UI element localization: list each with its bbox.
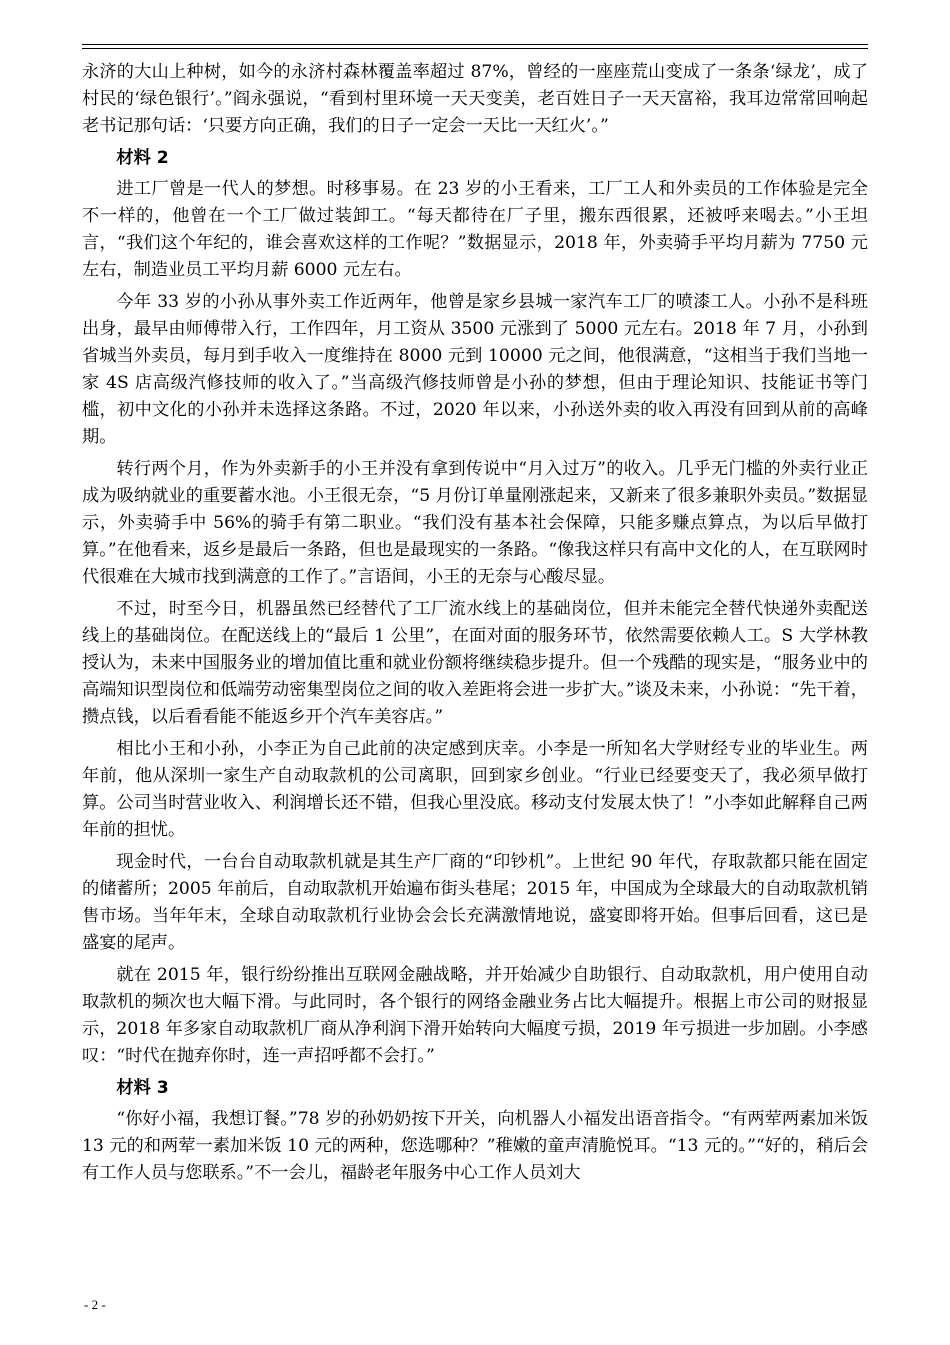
section-heading-material-3: 材料 3 [116,1078,169,1098]
paragraph: 转行两个月，作为外卖新手的小王并没有拿到传说中“月入过万”的收入。几乎无门槛的外卖行业正成为吸纳就业的重要蓄水池。小王很无奈，“5 月份订单量刚涨起来，又新来了很多兼职外卖员。”数据显示，外卖骑手中 56%的骑手有第二职业。“我们没有基本社会保障，只能多赚点算点，为以后早做打算。”在他看来，返乡是最后一条路，但也是最现实的一条路。“像我这样只有高中文化的人，在互联网时代很难在大城市找到满意的工作了。”言语间，小王的无奈与心酸尽显。 [82,459,868,587]
paragraph: “你好小福，我想订餐。”78 岁的孙奶奶按下开关，向机器人小福发出语音指令。“有两荤两素加米饭 13 元的和两荤一素加米饭 10 元的两种，您选哪种？”稚嫩的童声清脆悦耳。“13 元的。”“好的，稍后会有工作人员与您联系。”不一会儿，福龄老年服务中心工作人员刘大 [82,1109,868,1183]
page-number: - 2 - [84,1297,106,1312]
paragraph: 进工厂曾是一代人的梦想。时移事易。在 23 岁的小王看来，工厂工人和外卖员的工作体验是完全不一样的，他曾在一个工厂做过装卸工。“每天都待在厂子里，搬东西很累，还被呼来喝去。”小王坦言，“我们这个年纪的，谁会喜欢这样的工作呢？”数据显示，2018 年，外卖骑手平均月薪为 7750 元左右，制造业员工平均月薪 6000 元左右。 [82,179,868,280]
section-heading-material-2: 材料 2 [116,148,169,168]
paragraph: 不过，时至今日，机器虽然已经替代了工厂流水线上的基础岗位，但并未能完全替代快递外卖配送线上的基础岗位。在配送线上的“最后 1 公里”，在面对面的服务环节，依然需要依赖人工。S 大学林教授认为，未来中国服务业的增加值比重和就业份额将继续稳步提升。但一个残酷的现实是，“服务业中的高端知识型岗位和低端劳动密集型岗位之间的收入差距将会进一步扩大。”谈及未来，小孙说：“先干着，攒点钱，以后看看能不能返乡开个汽车美容店。” [82,599,868,727]
paragraph: 今年 33 岁的小孙从事外卖工作近两年，他曾是家乡县城一家汽车工厂的喷漆工人。小孙不是科班出身，最早由师傅带入行，工作四年，月工资从 3500 元涨到了 5000 元左右。2018 年 7 月，小孙到省城当外卖员，每月到手收入一度维持在 8000 元到 10000 元之间，他很满意，“这相当于我们当地一家 4S 店高级汽修技师的收入了。”当高级汽修技师曾是小孙的梦想，但由于理论知识、技能证书等门槛，初中文化的小孙并未选择这条路。不过，2020 年以来，小孙送外卖的收入再没有回到从前的高峰期。 [82,292,868,447]
header-rule-bottom [82,48,868,49]
paragraph: 相比小王和小孙，小李正为自己此前的决定感到庆幸。小李是一所知名大学财经专业的毕业生。两年前，他从深圳一家生产自动取款机的公司离职，回到家乡创业。“行业已经要变天了，我必须早做打算。公司当时营业收入、利润增长还不错，但我心里没底。移动支付发展太快了！”小李如此解释自己两年前的担忧。 [82,739,868,840]
document-body [82,59,868,1192]
paragraph: 现金时代，一台台自动取款机就是其生产厂商的“印钞机”。上世纪 90 年代，存取款都只能在固定的储蓄所；2005 年前后，自动取款机开始遍布街头巷尾；2015 年，中国成为全球最大的自动取款机销售市场。当年年末，全球自动取款机行业协会会长充满激情地说，盛宴即将开始。但事后回看，这已是盛宴的尾声。 [82,852,868,953]
paragraph: 就在 2015 年，银行纷纷推出互联网金融战略，并开始减少自助银行、自动取款机，用户使用自动取款机的频次也大幅下滑。与此同时，各个银行的网络金融业务占比大幅提升。根据上市公司的财报显示，2018 年多家自动取款机厂商从净利润下滑开始转向大幅度亏损，2019 年亏损进一步加剧。小李感叹：“时代在抛弃你时，连一声招呼都不会打。” [82,965,868,1066]
paragraph: 永济的大山上种树，如今的永济村森林覆盖率超过 87%，曾经的一座座荒山变成了一条条‘绿龙’，成了村民的‘绿色银行’。”阎永强说，“看到村里环境一天天变美，老百姓日子一天天富裕，我耳边常常回响起老书记那句话：‘只要方向正确，我们的日子一定会一天比一天红火’。” [82,62,868,136]
header-rule-top [82,44,868,45]
